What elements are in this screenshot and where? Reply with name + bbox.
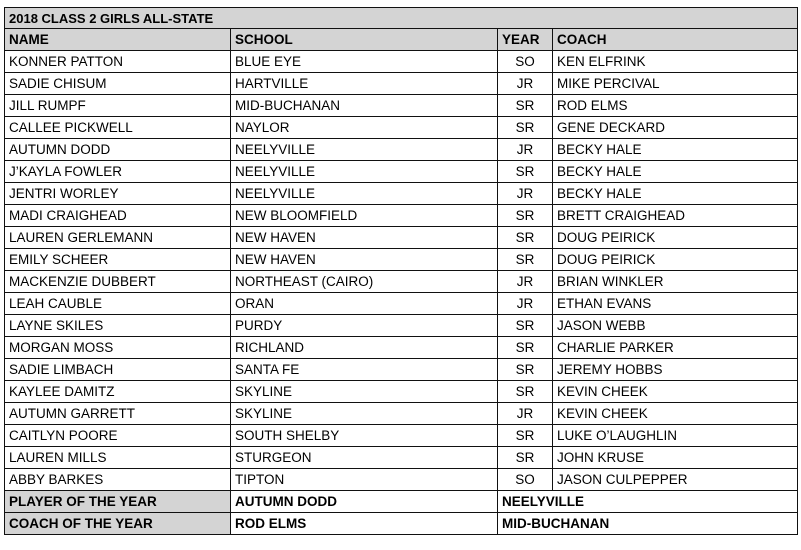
table-row xyxy=(5,183,798,205)
table-row xyxy=(5,293,798,315)
table-row xyxy=(5,227,798,249)
cell-name: LAUREN GERLEMANN xyxy=(5,227,231,249)
cell-name: MACKENZIE DUBBERT xyxy=(5,271,231,293)
cell-coach: BRIAN WINKLER xyxy=(553,271,798,293)
cell-name: AUTUMN DODD xyxy=(5,139,231,161)
cell-coach: BECKY HALE xyxy=(553,139,798,161)
cell-school: MID-BUCHANAN xyxy=(231,95,498,117)
table-row xyxy=(5,403,798,425)
cell-school: NEELYVILLE xyxy=(231,139,498,161)
cell-year: JR xyxy=(498,73,553,95)
table-row xyxy=(5,205,798,227)
table-row xyxy=(5,249,798,271)
cell-school: STURGEON xyxy=(231,447,498,469)
cell-year: SR xyxy=(498,117,553,139)
cell-year: JR xyxy=(498,293,553,315)
cell-school: TIPTON xyxy=(231,469,498,491)
table-row xyxy=(5,95,798,117)
cell-year: SR xyxy=(498,95,553,117)
award-winner: AUTUMN DODD xyxy=(231,491,498,513)
cell-year: SR xyxy=(498,447,553,469)
cell-coach: ROD ELMS xyxy=(553,95,798,117)
cell-year: SO xyxy=(498,469,553,491)
cell-coach: BECKY HALE xyxy=(553,161,798,183)
cell-year: SR xyxy=(498,381,553,403)
header-year: YEAR xyxy=(498,29,553,51)
cell-name: AUTUMN GARRETT xyxy=(5,403,231,425)
cell-coach: JOHN KRUSE xyxy=(553,447,798,469)
cell-coach: KEVIN CHEEK xyxy=(553,403,798,425)
cell-name: LAUREN MILLS xyxy=(5,447,231,469)
header-row xyxy=(5,29,798,51)
cell-school: BLUE EYE xyxy=(231,51,498,73)
cell-name: LEAH CAUBLE xyxy=(5,293,231,315)
cell-year: SO xyxy=(498,51,553,73)
table-row xyxy=(5,469,798,491)
cell-school: SKYLINE xyxy=(231,381,498,403)
table-row xyxy=(5,117,798,139)
table-row xyxy=(5,73,798,95)
cell-year: JR xyxy=(498,403,553,425)
cell-year: SR xyxy=(498,227,553,249)
cell-name: CAITLYN POORE xyxy=(5,425,231,447)
table-row xyxy=(5,315,798,337)
cell-school: NEW HAVEN xyxy=(231,249,498,271)
cell-coach: MIKE PERCIVAL xyxy=(553,73,798,95)
cell-coach: JEREMY HOBBS xyxy=(553,359,798,381)
cell-school: SKYLINE xyxy=(231,403,498,425)
cell-coach: JASON WEBB xyxy=(553,315,798,337)
cell-school: NAYLOR xyxy=(231,117,498,139)
table-row xyxy=(5,381,798,403)
cell-school: PURDY xyxy=(231,315,498,337)
cell-school: NEELYVILLE xyxy=(231,161,498,183)
table-row xyxy=(5,271,798,293)
header-coach: COACH xyxy=(553,29,798,51)
award-winner: ROD ELMS xyxy=(231,513,498,535)
cell-coach: GENE DECKARD xyxy=(553,117,798,139)
cell-coach: ETHAN EVANS xyxy=(553,293,798,315)
cell-year: SR xyxy=(498,249,553,271)
cell-name: SADIE LIMBACH xyxy=(5,359,231,381)
cell-coach: DOUG PEIRICK xyxy=(553,227,798,249)
table-title-row xyxy=(5,8,798,29)
cell-year: JR xyxy=(498,139,553,161)
cell-coach: LUKE O’LAUGHLIN xyxy=(553,425,798,447)
cell-year: SR xyxy=(498,337,553,359)
cell-year: SR xyxy=(498,359,553,381)
award-label: PLAYER OF THE YEAR xyxy=(5,491,231,513)
cell-year: SR xyxy=(498,315,553,337)
table-title: 2018 CLASS 2 GIRLS ALL-STATE xyxy=(5,8,798,29)
cell-name: MADI CRAIGHEAD xyxy=(5,205,231,227)
cell-name: CALLEE PICKWELL xyxy=(5,117,231,139)
table-row xyxy=(5,359,798,381)
cell-coach: JASON CULPEPPER xyxy=(553,469,798,491)
all-state-table xyxy=(4,7,798,535)
cell-name: KAYLEE DAMITZ xyxy=(5,381,231,403)
cell-name: SADIE CHISUM xyxy=(5,73,231,95)
award-row xyxy=(5,513,798,535)
cell-year: SR xyxy=(498,161,553,183)
cell-name: EMILY SCHEER xyxy=(5,249,231,271)
cell-coach: CHARLIE PARKER xyxy=(553,337,798,359)
cell-year: JR xyxy=(498,183,553,205)
award-school: MID-BUCHANAN xyxy=(498,513,798,535)
cell-year: SR xyxy=(498,205,553,227)
cell-school: SOUTH SHELBY xyxy=(231,425,498,447)
award-label: COACH OF THE YEAR xyxy=(5,513,231,535)
cell-coach: KEN ELFRINK xyxy=(553,51,798,73)
header-school: SCHOOL xyxy=(231,29,498,51)
cell-school: ORAN xyxy=(231,293,498,315)
cell-name: JILL RUMPF xyxy=(5,95,231,117)
cell-name: KONNER PATTON xyxy=(5,51,231,73)
table-row xyxy=(5,337,798,359)
cell-school: NEW BLOOMFIELD xyxy=(231,205,498,227)
award-school: NEELYVILLE xyxy=(498,491,798,513)
cell-name: MORGAN MOSS xyxy=(5,337,231,359)
award-row xyxy=(5,491,798,513)
cell-name: ABBY BARKES xyxy=(5,469,231,491)
cell-school: SANTA FE xyxy=(231,359,498,381)
table-row xyxy=(5,161,798,183)
cell-school: RICHLAND xyxy=(231,337,498,359)
cell-name: JENTRI WORLEY xyxy=(5,183,231,205)
cell-coach: KEVIN CHEEK xyxy=(553,381,798,403)
cell-school: NEELYVILLE xyxy=(231,183,498,205)
table-row xyxy=(5,51,798,73)
cell-school: NEW HAVEN xyxy=(231,227,498,249)
cell-year: SR xyxy=(498,425,553,447)
cell-coach: BRETT CRAIGHEAD xyxy=(553,205,798,227)
cell-name: LAYNE SKILES xyxy=(5,315,231,337)
table-row xyxy=(5,139,798,161)
header-name: NAME xyxy=(5,29,231,51)
cell-school: HARTVILLE xyxy=(231,73,498,95)
cell-coach: DOUG PEIRICK xyxy=(553,249,798,271)
cell-name: J’KAYLA FOWLER xyxy=(5,161,231,183)
cell-coach: BECKY HALE xyxy=(553,183,798,205)
all-state-table-container xyxy=(4,7,798,535)
table-row xyxy=(5,425,798,447)
cell-year: JR xyxy=(498,271,553,293)
cell-school: NORTHEAST (CAIRO) xyxy=(231,271,498,293)
table-row xyxy=(5,447,798,469)
